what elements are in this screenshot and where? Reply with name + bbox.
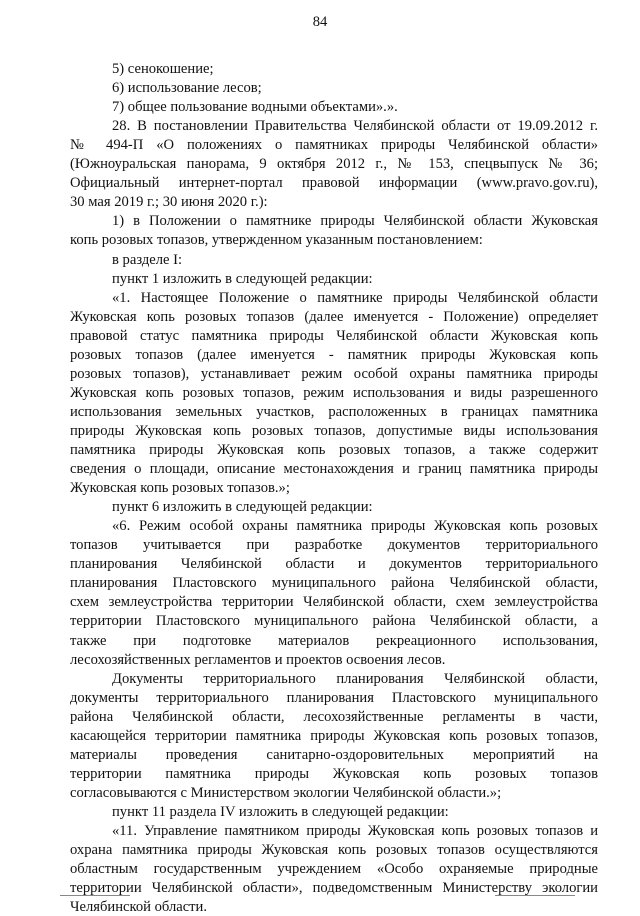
text-line: касающейся территории памятника природы Жуковская копь розовых топазов, [70,727,598,744]
text-line: сведения о площади, описание местонахождения и границ памятника природы [70,461,598,478]
text-line: природы Жуковская копь розовых топазов, допустимые виды использования [70,422,598,439]
text-line: пункт 1 изложить в следующей редакции: [112,270,373,287]
text-line: планирования Челябинской области и документов территориального [70,556,598,573]
text-line: также при подготовке материалов рекреационного использования, [70,632,598,649]
text-line: в разделе I: [112,251,183,268]
text-line: 1) в Положении о памятнике природы Челябинской области Жуковская [112,213,598,230]
text-line: района Челябинской области, лесохозяйственные регламенты в части, [70,708,598,725]
text-line: территории Челябинской области», подведомственным Министерству экологии [70,880,598,897]
text-line: № 494-П «О положениях о памятниках природы Челябинской области» [70,137,598,154]
text-line: 5) сенокошение; [112,61,214,77]
text-line: планирования Пластовского муниципального района Челябинской области, [70,575,598,592]
text-line: Официальный интернет-портал правовой информации (www.pravo.gov.ru), [70,175,598,192]
page-number: 84 [312,14,328,30]
text-line: Жуковская копь розовых топазов (далее именуется - Положение) определяет [70,308,598,325]
bottom-rule-right [495,895,575,896]
text-line: областным государственным учреждением «Особо охраняемые природные [70,861,598,878]
text-line: розовых топазов), устанавливает режим особой охраны памятника природы [70,365,598,382]
bottom-rule-left [60,895,130,896]
text-line: (Южноуральская панорама, 9 октября 2012 г., № 153, спецвыпуск № 36; [70,156,598,173]
text-line: «1. Настоящее Положение о памятнике природы Челябинской области [112,289,598,306]
text-line: топазов учитывается при разработке документов территориального [70,537,598,554]
text-line: памятника природы Жуковская копь розовых топазов, а также содержит [70,442,598,458]
text-line: охрана памятника природы Жуковская копь розовых топазов осуществляются [70,842,598,859]
text-line: согласовываются с Министерством экологии Челябинской области.»; [70,784,502,801]
text-line: лесохозяйственных регламентов и проектов освоения лесов. [70,651,446,668]
text-line: 7) общее пользование водными объектами».». [112,99,398,116]
text-line: Жуковская копь розовых топазов, режим использования и виды разрешенного [70,384,598,401]
text-line: материалы проведения санитарно-оздоровительных мероприятий на [70,746,598,763]
text-line: пункт 11 раздела IV изложить в следующей редакции: [112,803,449,820]
text-line: 30 мая 2019 г.; 30 июня 2020 г.): [70,194,268,211]
text-line: «6. Режим особой охраны памятника природы Жуковская копь розовых [112,518,598,535]
text-line: 28. В постановлении Правительства Челябинской области от 19.09.2012 г. [112,118,598,135]
text-line: Жуковская копь розовых топазов.»; [70,480,290,497]
text-line: территории Пластовского муниципального района Челябинской области, а [70,613,598,630]
text-line: копь розовых топазов, утвержденном указанным постановлением: [70,232,483,249]
text-line: территории памятника природы Жуковская копь розовых топазов [70,765,598,782]
text-line: Челябинской области. [70,899,208,916]
text-line: розовых топазов (далее именуется - памятник природы Жуковская копь [70,346,598,363]
text-line: использования земельных участков, расположенных в границах памятника [70,403,598,420]
text-line: правовой статус памятника природы Челябинской области Жуковская копь [70,327,598,344]
text-line: «11. Управление памятником природы Жуковская копь розовых топазов и [112,823,598,839]
text-line: схем землеустройства территории Челябинской области, схем землеустройства [70,594,598,611]
text-line: 6) использование лесов; [112,80,262,97]
text-line: документы территориального планирования Пластовского муниципального [70,689,598,706]
text-line: Документы территориального планирования Челябинской области, [112,670,598,687]
text-line: пункт 6 изложить в следующей редакции: [112,499,373,516]
